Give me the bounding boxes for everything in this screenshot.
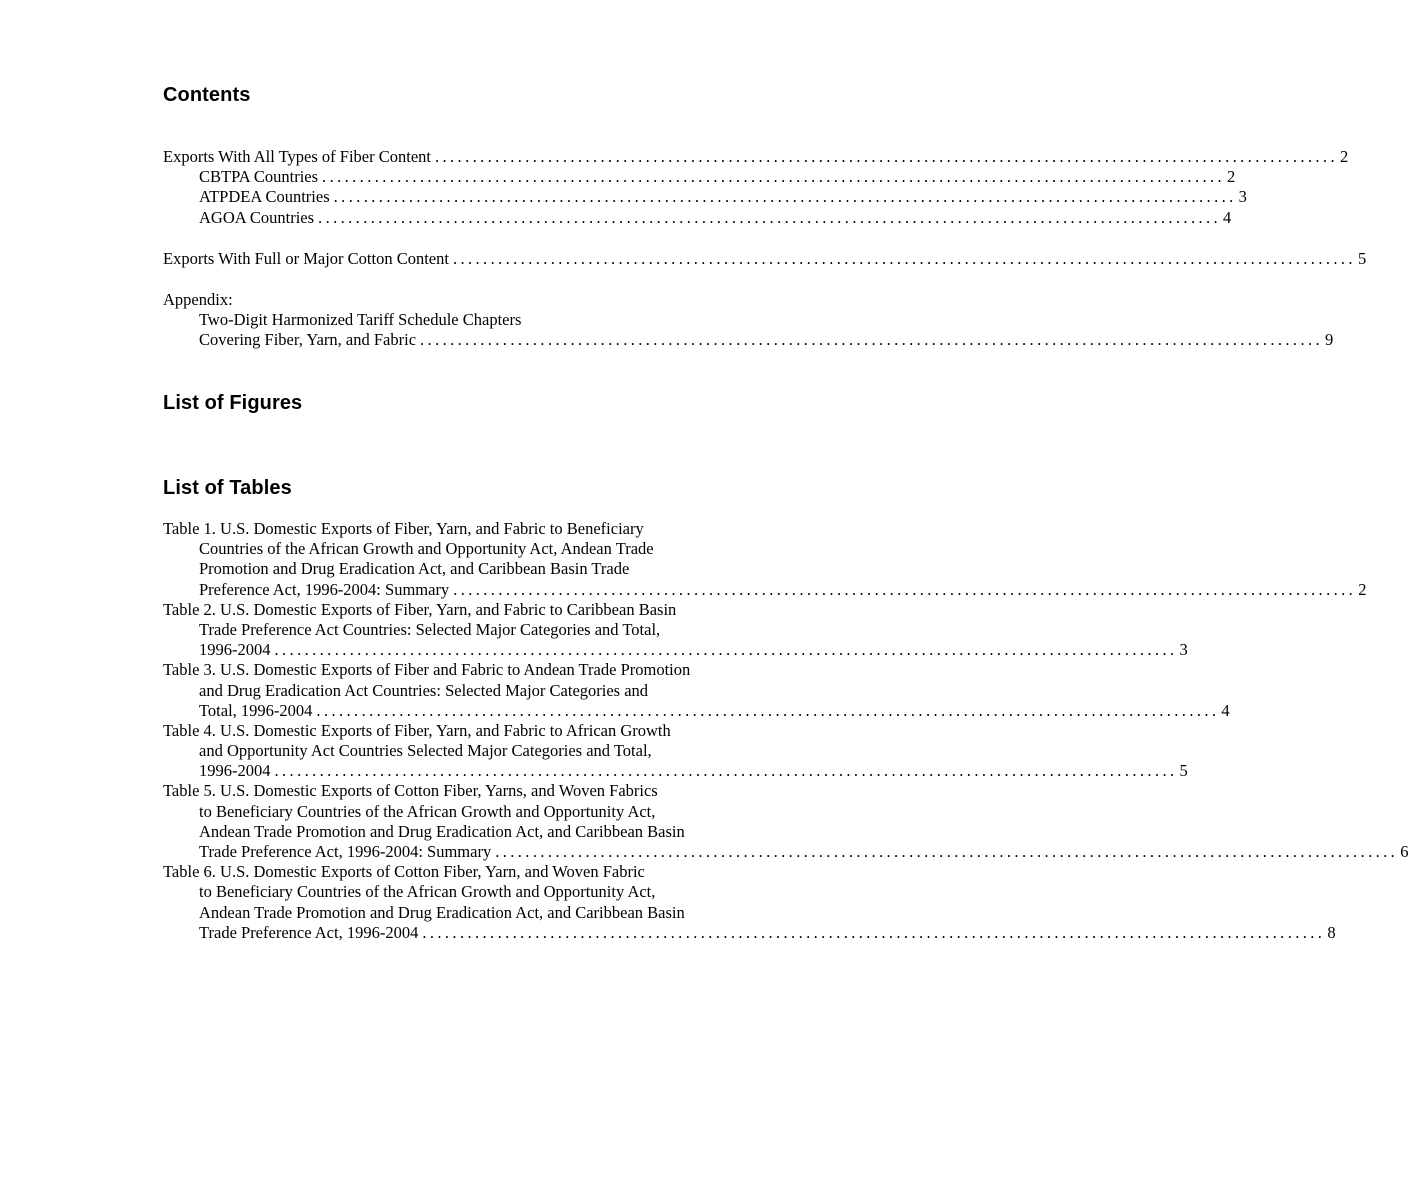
table-entry-page: 5 [1179,761,1188,781]
table-entry-last-line[interactable] [163,579,1367,600]
figures-heading: List of Figures [163,392,303,414]
contents-heading: Contents [163,84,251,106]
table-entry-last-line[interactable] [163,842,1408,862]
table-entry-line[interactable]: Table 3. U.S. Domestic Exports of Fiber and Fabric to Andean Trade Promotion [163,660,691,680]
table-entry-line[interactable]: Table 6. U.S. Domestic Exports of Cotton Fiber, Yarn, and Woven Fabric [163,862,645,882]
table-entry-line: and Drug Eradication Act Countries: Selected Major Categories and [199,680,649,700]
toc-entry[interactable] [163,147,1349,167]
dot-leader: ........................................................................................................................ [434,147,1338,166]
toc-entry[interactable] [163,207,1232,228]
table-entry-line: Promotion and Drug Eradication Act, and Caribbean Basin Trade [199,559,630,579]
toc-entry-text: Covering Fiber, Yarn, and Fabric [199,329,417,349]
table-entry-line: to Beneficiary Countries of the African Growth and Opportunity Act, [199,801,656,821]
table-entry-line: Andean Trade Promotion and Drug Eradication Act, and Caribbean Basin [199,821,685,841]
toc-entry-text: CBTPA Countries [199,167,319,187]
table-entry-text: Preference Act, 1996-2004: Summary [199,579,450,599]
toc-entry-text: AGOA Countries [199,207,315,227]
toc-entry[interactable] [163,248,1367,269]
table-entry-last-line[interactable] [163,640,1188,660]
toc-entry-text: Exports With All Types of Fiber Content [163,147,431,166]
table-entry-last-line[interactable] [163,922,1336,943]
toc-entry[interactable] [163,167,1236,187]
dot-leader: ........................................................................................................................ [318,207,1222,227]
dot-leader: ........................................................................................................................ [495,842,1399,861]
dot-leader: ........................................................................................................................ [452,248,1356,268]
dot-leader: ........................................................................................................................ [453,579,1357,599]
tables-heading: List of Tables [163,477,292,499]
contents-list [163,147,1367,350]
dot-leader: ........................................................................................................................ [322,167,1226,187]
table-entry-line: to Beneficiary Countries of the African Growth and Opportunity Act, [199,882,656,902]
table-entry-text: 1996-2004 [199,761,271,781]
toc-entry-page: 9 [1325,329,1334,349]
table-entry-line: and Opportunity Act Countries Selected Major Categories and Total, [199,741,652,761]
tables-list [163,519,1408,943]
table-entry-page: 8 [1327,922,1336,942]
table-entry-page: 2 [1358,579,1367,599]
table-entry-page: 6 [1400,842,1408,861]
table-entry-page: 3 [1179,640,1188,660]
toc-entry-page: 2 [1227,167,1236,187]
toc-entry-page: 3 [1238,187,1247,207]
table-entry-last-line[interactable] [163,761,1188,781]
toc-entry-page: 5 [1357,248,1367,268]
dot-leader: ........................................................................................................................ [333,187,1237,207]
toc-entry[interactable] [163,187,1247,207]
toc-entry-text: Appendix: [163,289,233,309]
dot-leader: ........................................................................................................................ [422,922,1326,942]
table-entry-line: Countries of the African Growth and Opportunity Act, Andean Trade [199,539,654,559]
table-entry-line[interactable]: Table 5. U.S. Domestic Exports of Cotton Fiber, Yarns, and Woven Fabrics [163,781,658,801]
dot-leader: ........................................................................................................................ [274,761,1178,781]
table-entry-line[interactable]: Table 2. U.S. Domestic Exports of Fiber, Yarn, and Fabric to Caribbean Basin [163,599,677,619]
toc-entry-page: 4 [1223,207,1232,227]
toc-entry-text: Two-Digit Harmonized Tariff Schedule Chapters [199,309,522,329]
table-entry-line[interactable]: Table 4. U.S. Domestic Exports of Fiber, Yarn, and Fabric to African Growth [163,720,671,740]
toc-entry-page: 2 [1339,147,1349,166]
table-entry-text: Trade Preference Act, 1996-2004 [199,922,419,942]
table-entry-line[interactable]: Table 1. U.S. Domestic Exports of Fiber, Yarn, and Fabric to Beneficiary [163,519,644,538]
toc-entry-text: ATPDEA Countries [199,187,330,207]
table-entry-text: 1996-2004 [199,640,271,660]
dot-leader: ........................................................................................................................ [316,700,1220,720]
dot-leader: ........................................................................................................................ [274,640,1178,660]
table-entry-page: 4 [1221,700,1230,720]
spacer [163,228,758,249]
table-entry-text: Total, 1996-2004 [199,700,313,720]
dot-leader: ........................................................................................................................ [420,329,1324,349]
spacer [163,269,758,290]
table-entry-line: Andean Trade Promotion and Drug Eradication Act, and Caribbean Basin [199,902,685,922]
table-entry-line: Trade Preference Act Countries: Selected Major Categories and Total, [199,619,661,639]
table-entry-text: Trade Preference Act, 1996-2004: Summary [199,842,492,861]
toc-entry[interactable] [163,329,1334,350]
table-entry-last-line[interactable] [163,700,1230,721]
toc-entry-text: Exports With Full or Major Cotton Content [163,248,449,268]
